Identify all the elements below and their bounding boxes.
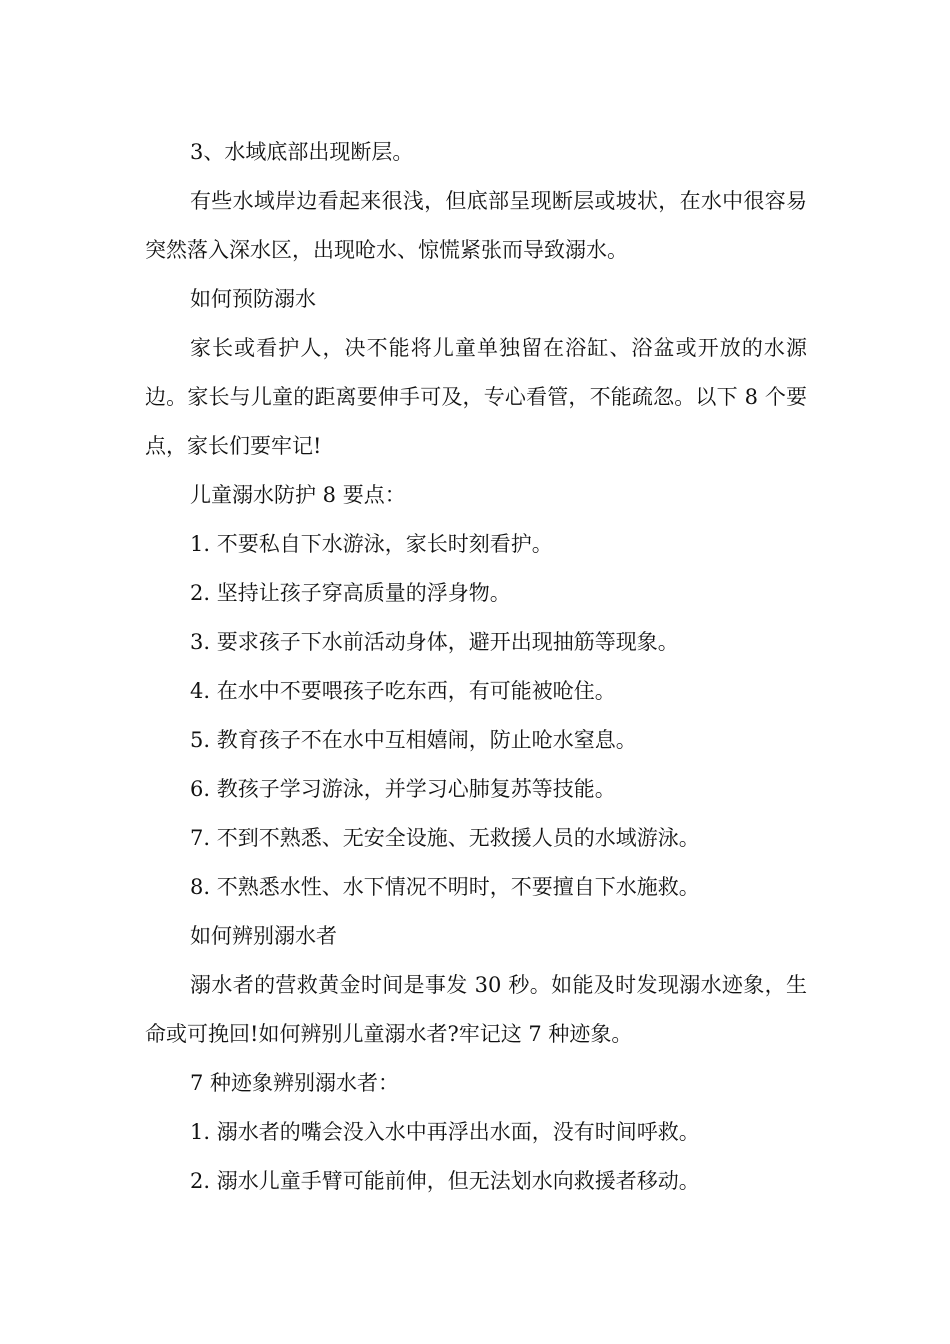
paragraph-faults-description: 有些水域岸边看起来很浅，但底部呈现断层或坡状，在水中很容易突然落入深水区，出现呛水、惊慌紧张而导致溺水。 bbox=[145, 189, 807, 262]
paragraph-prevention-intro: 家长或看护人，决不能将儿童单独留在浴缸、浴盆或开放的水源边。家长与儿童的距离要伸手可及，专心看管，不能疏忽。以下 8 个要点，家长们要牢记! bbox=[145, 336, 807, 458]
list-item: 1. 不要私自下水游泳，家长时刻看护。 bbox=[190, 532, 553, 556]
section-heading-faults: 3、水域底部出现断层。 bbox=[190, 140, 414, 164]
list-item: 7. 不到不熟悉、无安全设施、无救援人员的水域游泳。 bbox=[190, 826, 700, 850]
list-item: 3. 要求孩子下水前活动身体，避开出现抽筋等现象。 bbox=[190, 630, 679, 654]
paragraph-golden-time: 溺水者的营救黄金时间是事发 30 秒。如能及时发现溺水迹象，生命或可挽回!如何辨别儿童溺水者?牢记这 7 种迹象。 bbox=[145, 973, 807, 1046]
list-item: 6. 教孩子学习游泳，并学习心肺复苏等技能。 bbox=[190, 777, 616, 801]
list-item: 2. 溺水儿童手臂可能前伸，但无法划水向救援者移动。 bbox=[190, 1169, 700, 1193]
section-heading-identify: 如何辨别溺水者 bbox=[190, 924, 337, 948]
document-body bbox=[145, 128, 807, 1206]
list-item: 1. 溺水者的嘴会没入水中再浮出水面，没有时间呼救。 bbox=[190, 1120, 700, 1144]
section-heading-prevention: 如何预防溺水 bbox=[190, 287, 316, 311]
list-item: 4. 在水中不要喂孩子吃东西，有可能被呛住。 bbox=[190, 679, 616, 703]
list-item: 8. 不熟悉水性、水下情况不明时，不要擅自下水施救。 bbox=[190, 875, 700, 899]
list-title-signs: 7 种迹象辨别溺水者： bbox=[190, 1071, 400, 1095]
list-item: 2. 坚持让孩子穿高质量的浮身物。 bbox=[190, 581, 511, 605]
list-item: 5. 教育孩子不在水中互相嬉闹，防止呛水窒息。 bbox=[190, 728, 637, 752]
list-title-protection-points: 儿童溺水防护 8 要点： bbox=[190, 483, 406, 507]
